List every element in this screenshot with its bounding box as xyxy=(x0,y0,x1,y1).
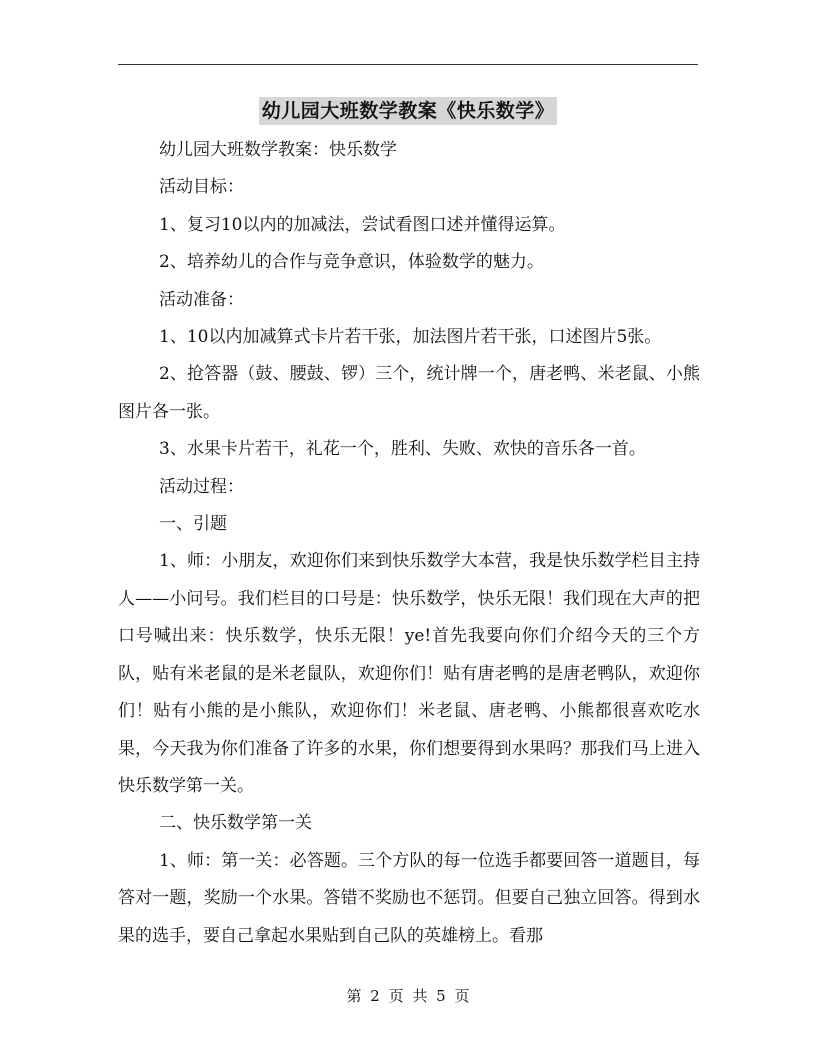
paragraph-prep-2: 2、抢答器（鼓、腰鼓、锣）三个，统计牌一个，唐老鸭、米老鼠、小熊图片各一张。 xyxy=(118,364,700,422)
paragraph-prep-1: 1、10以内加减算式卡片若干张，加法图片若干张，口述图片5张。 xyxy=(159,327,662,348)
paragraph-section-2-heading: 二、快乐数学第一关 xyxy=(159,813,312,834)
paragraph-goals-heading: 活动目标： xyxy=(159,177,244,198)
paragraph-section-2-body: 1、师：第一关：必答题。三个方队的每一位选手都要回答一道题目，每答对一题，奖励一个水果。答错不奖励也不惩罚。但要自己独立回答。得到水果的选手，要自己拿起水果贴到自己队的英雄榜上。看那 xyxy=(118,850,700,946)
paragraph-goal-2: 2、培养幼儿的合作与竞争意识，体验数学的魅力。 xyxy=(159,252,544,273)
paragraph-goal-1: 1、复习10以内的加减法，尝试看图口述并懂得运算。 xyxy=(159,214,566,235)
document-body xyxy=(118,132,700,955)
paragraph-section-1-heading: 一、引题 xyxy=(159,514,227,535)
paragraph-section-1-body: 1、师：小朋友，欢迎你们来到快乐数学大本营，我是快乐数学栏目主持人——小问号。我们栏目的口号是：快乐数学，快乐无限！我们现在大声的把口号喊出来：快乐数学，快乐无限！ye!首先我要向你们介绍今天的三个方队，贴有米老鼠的是米老鼠队，欢迎你们！贴有唐老鸭的是唐老鸭队，欢迎你们！贴有小熊的是小熊队，欢迎你们！米老鼠、唐老鸭、小熊都很喜欢吃水果，今天我为你们准备了许多的水果，你们想要得到水果吗？那我们马上进入快乐数学第一关。 xyxy=(118,551,700,796)
paragraph-prep-3: 3、水果卡片若干，礼花一个，胜利、失败、欢快的音乐各一首。 xyxy=(159,439,646,460)
paragraph-process-heading: 活动过程： xyxy=(159,476,244,497)
page-footer: 第 2 页 共 5 页 xyxy=(346,987,470,1005)
document-title: 幼儿园大班数学教案《快乐数学》 xyxy=(259,97,558,125)
paragraph-prep-heading: 活动准备： xyxy=(159,289,244,310)
header-rule xyxy=(118,64,698,65)
title-container xyxy=(0,97,816,125)
paragraph-subtitle: 幼儿园大班数学教案：快乐数学 xyxy=(159,140,397,160)
